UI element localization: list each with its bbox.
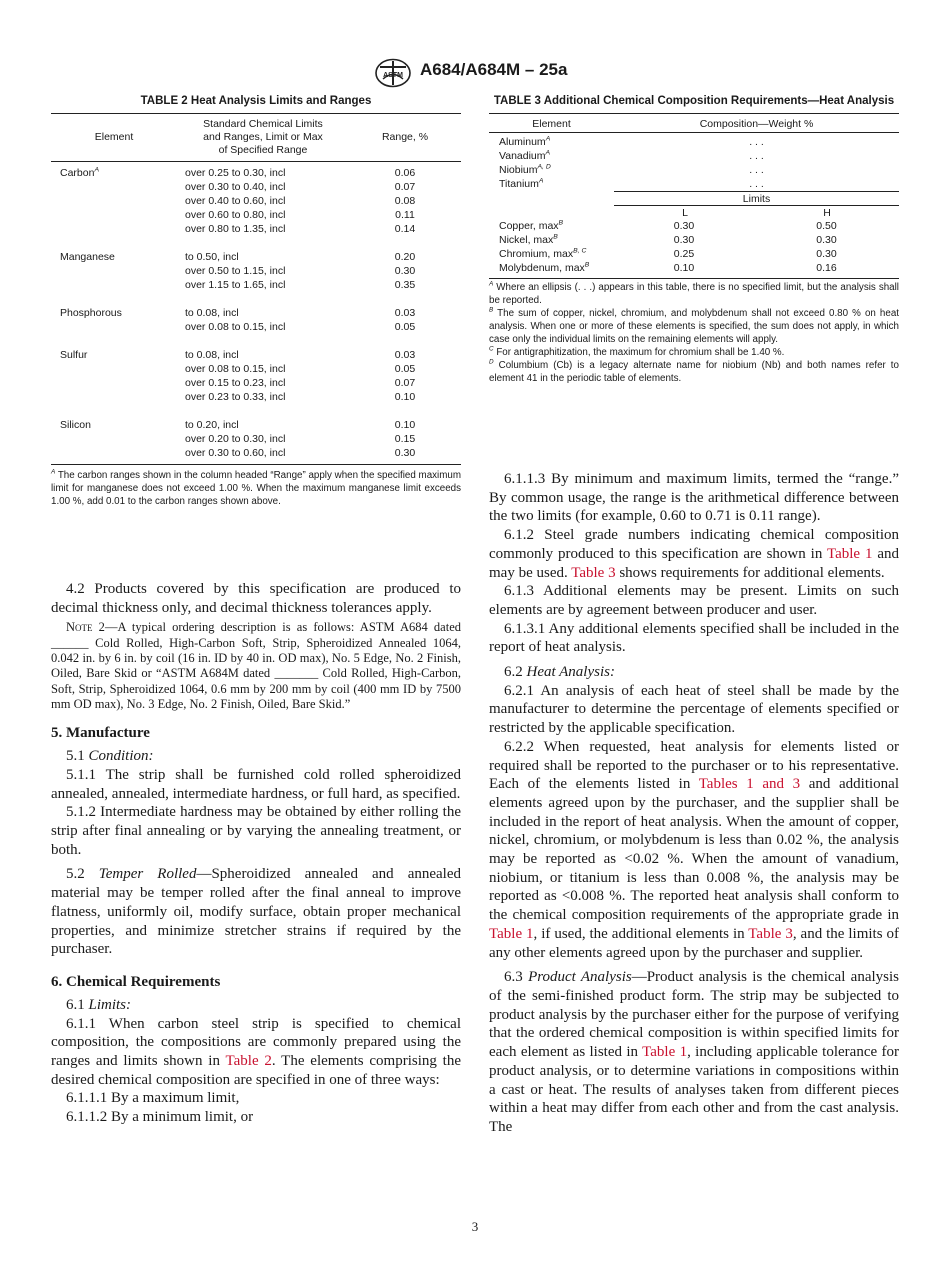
range-cell: 0.30 xyxy=(394,447,416,459)
para-5-1-1: 5.1.1 The strip shall be furnished cold rolled spheroidized annealed, annealed, intermediate hardness, or full hard, as specified. xyxy=(51,766,461,802)
page-number: 3 xyxy=(471,1219,479,1234)
table-row xyxy=(51,222,461,236)
range-cell: 0.11 xyxy=(395,209,415,221)
para-5-1: 5.1 Condition: xyxy=(66,748,154,765)
limit-cell: over 0.08 to 0.15, incl xyxy=(185,321,286,333)
limits-label: Limits xyxy=(614,191,899,205)
table-3-link[interactable]: Table 3 xyxy=(748,925,793,942)
para-6-1-1: 6.1.1 When carbon steel strip is specified to chemical composition, the compositions are commonly prepared using the ranges and limits shown in Table 2. The elements comprising the desired chemical composition are specified in one of three ways: xyxy=(51,1015,461,1088)
range-cell: 0.07 xyxy=(394,377,416,389)
element-name: Carbon$^A$ xyxy=(60,166,99,179)
table-3-rows-a xyxy=(489,135,899,191)
left-column xyxy=(51,580,461,1127)
table-2-caption: TABLE 2 Heat Analysis Limits and Ranges xyxy=(140,95,372,107)
limit-cell: to 0.20, incl xyxy=(185,419,239,431)
table-3-rows-b xyxy=(489,219,899,275)
footnote: $^A$ Where an ellipsis (. . .) appears in this table, there is no specified limit, but the analysis shall be reported. xyxy=(489,280,899,306)
range-cell: 0.05 xyxy=(394,363,416,375)
element-name: Silicon xyxy=(60,419,91,431)
element-group xyxy=(51,306,461,334)
limit-cell: over 0.40 to 0.60, incl xyxy=(185,195,286,207)
table-row: Titanium$^A$ . . . xyxy=(499,177,764,190)
table-1-link[interactable]: Table 1 xyxy=(642,1044,688,1061)
table-row xyxy=(51,250,461,264)
footnote: $^C$ For antigraphitization, the maximum for chromium shall be 1.40 %. xyxy=(489,345,785,358)
table-2-link[interactable]: Table 2 xyxy=(225,1053,272,1070)
limit-cell: to 0.50, incl xyxy=(185,251,239,263)
table-row xyxy=(51,320,461,334)
limit-cell: to 0.08, incl xyxy=(185,307,239,319)
table-row xyxy=(51,348,461,362)
para-6-1-2: 6.1.2 Steel grade numbers indicating chemical composition commonly produced to this specification are shown in Table 1 and may be used. Table 3 shows requirements for additional elements. xyxy=(489,527,900,581)
svg-text:ASTM: ASTM xyxy=(383,72,403,79)
range-cell: 0.08 xyxy=(394,195,416,207)
limit-cell: over 0.30 to 0.40, incl xyxy=(185,181,286,193)
table-row: Vanadium$^A$ . . . xyxy=(499,149,764,162)
table-row: Chromium, $\max^{B, C}$ 0.25 0.30 xyxy=(499,247,837,260)
element-name: Sulfur xyxy=(60,349,88,361)
right-column xyxy=(489,470,899,1137)
element-group xyxy=(51,250,461,292)
table-row xyxy=(51,362,461,376)
range-cell: 0.14 xyxy=(394,223,416,235)
table-row xyxy=(51,180,461,194)
limit-cell: over 0.08 to 0.15, incl xyxy=(185,363,286,375)
table-row xyxy=(51,264,461,278)
range-cell: 0.15 xyxy=(394,433,416,445)
para-6-1-3: 6.1.3 Additional elements may be present. Limits on such elements are by agreement between producer and user. xyxy=(489,583,899,618)
range-cell: 0.03 xyxy=(394,349,416,361)
range-cell: 0.07 xyxy=(394,181,416,193)
col-std-limits-header: Standard Chemical Limits and Ranges, Limit or Max of Specified Range xyxy=(203,118,323,156)
limit-cell: over 0.80 to 1.35, incl xyxy=(185,223,286,235)
para-6-1: 6.1 Limits: xyxy=(66,996,132,1013)
table-3-footnotes xyxy=(489,281,899,385)
element-name: Manganese xyxy=(60,251,115,263)
range-cell: 0.10 xyxy=(394,391,416,403)
table-3-caption: TABLE 3 Additional Chemical Composition Requirements—Heat Analysis xyxy=(493,95,895,107)
para-6-1-1-2: 6.1.1.2 By a minimum limit, or xyxy=(66,1109,254,1126)
table-row xyxy=(51,306,461,320)
footnote: $^B$ The sum of copper, nickel, chromium, and molybdenum shall not exceed 0.80 % on heat analysis. When one or more of these elements is specified, the sum does not apply, in which case only the individual limits on the remaining elements will apply. xyxy=(489,306,899,345)
para-6-1-1-3: 6.1.1.3 By minimum and maximum limits, termed the “range.” By common usage, the range is the arithmetical difference between the two limits (for example, 0.60 to 0.71 is 0.11 range). xyxy=(489,471,899,525)
section-5-heading: 5. Manufacture xyxy=(51,725,150,742)
table-row: Niobium$^{A, D}$ . . . xyxy=(499,163,764,176)
para-6-1-3-1: 6.1.3.1 Any additional elements specified shall be included in the report of heat analysis. xyxy=(489,620,899,656)
range-cell: 0.10 xyxy=(394,419,416,431)
limit-cell: over 0.30 to 0.60, incl xyxy=(185,447,286,459)
table-row xyxy=(51,166,461,180)
table-row xyxy=(51,278,461,292)
table-2-header xyxy=(51,113,461,162)
para-5-1-2: 5.1.2 Intermediate hardness may be obtained by either rolling the strip after final annealing or by varying the annealing treatment, or both. xyxy=(51,804,461,858)
table-3-link[interactable]: Table 3 xyxy=(571,564,616,581)
astm-logo-icon xyxy=(374,58,412,88)
note-2: Note 2—A typical ordering description is as follows: ASTM A684 dated ______ Cold Rolled, High-Carbon Soft, Strip, Spheroidized Annealed 1064, 0.042 in. by 6 in. by coil (16 in. ID by 40 in. OD max), No. 5 Edge, No. 2 Finish, Oiled, Bare Skid or “ASTM A684M dated _______ Cold Rolled, High-Carbon, Soft, Strip, Spheroidized 1064, 0.6 mm by 200 mm by coil (400 mm ID by 7500 mm OD max), No. 3 Edge, No. 2 Finish, Oiled, Bare Skid.” xyxy=(51,620,461,711)
section-6-heading: 6. Chemical Requirements xyxy=(51,973,221,990)
table-3-header: Element Composition—Weight % xyxy=(489,113,899,133)
limits-subheader: L H xyxy=(614,205,899,219)
range-cell: 0.20 xyxy=(394,251,416,263)
table-1-link[interactable]: Table 1 xyxy=(489,925,534,942)
para-5-2: 5.2 Temper Rolled—Spheroidized annealed and annealed material may be temper rolled after the final anneal to improve flatness, uniformly oil, modify surface, obtain proper mechanical properties, and minimize stretcher strains if required by the purchaser. xyxy=(51,866,461,958)
limit-cell: over 0.23 to 0.33, incl xyxy=(185,391,286,403)
para-6-1-1-1: 6.1.1.1 By a maximum limit, xyxy=(66,1090,240,1107)
limit-cell: over 0.15 to 0.23, incl xyxy=(185,377,286,389)
table-2-body xyxy=(51,166,461,460)
range-cell: 0.30 xyxy=(394,265,416,277)
element-group xyxy=(51,348,461,404)
col-range-header: Range, % xyxy=(381,131,429,143)
table-row: Aluminum$^A$ . . . xyxy=(499,135,764,148)
range-cell: 0.06 xyxy=(394,167,416,179)
footnote: $^D$ Columbium (Cb) is a legacy alternate name for niobium (Nb) and both names refer to element 41 in the periodic table of elements. xyxy=(489,358,899,384)
table-row: Nickel, $\max^B$ 0.30 0.30 xyxy=(499,233,837,246)
limit-cell: over 0.20 to 0.30, incl xyxy=(185,433,286,445)
table-2 xyxy=(51,94,461,508)
table-row xyxy=(51,390,461,404)
element-name: Phosphorous xyxy=(60,307,122,319)
table-row xyxy=(51,194,461,208)
table-row xyxy=(51,418,461,432)
limit-cell: over 0.25 to 0.30, incl xyxy=(185,167,286,179)
table-row xyxy=(51,432,461,446)
para-6-2-2: 6.2.2 When requested, heat analysis for elements listed or required shall be reported to the purchaser or to his representative. Each of the elements listed in Tables 1 and 3 and additional elements agreed upon by the purchaser, and the supplier shall be included in the report of heat analysis. When the amount of copper, nickel, chromium, or molybdenum is less than 0.02 %, the analysis may be reported as <0.02 %. When the amount of vanadium, niobium, or titanium is less than 0.008 %, the analysis may be reported as <0.008 %. The reported heat analysis shall conform to the chemical composition requirements of the appropriate grade in Table 1, if used, the additional elements in Table 3, and the limits of any other elements agreed upon by the purchaser and supplier. xyxy=(489,738,900,961)
page-header xyxy=(0,58,950,88)
limit-cell: over 1.15 to 1.65, incl xyxy=(185,279,286,291)
tables-1-and-3-link[interactable]: Tables 1 and 3 xyxy=(698,776,801,793)
table-row xyxy=(51,208,461,222)
range-cell: 0.05 xyxy=(394,321,416,333)
para-6-2: 6.2 Heat Analysis: xyxy=(504,664,615,681)
element-group xyxy=(51,418,461,460)
table-2-footnote: $^A$ The carbon ranges shown in the column headed “Range” apply when the specified maximum limit for manganese does not exceed 1.00 %. When the maximum manganese limit exceeds 1.00 %, add 0.01 to the carbon ranges shown above. xyxy=(51,468,461,507)
range-cell: 0.03 xyxy=(394,307,416,319)
table-row: Copper, $\max^B$ 0.30 0.50 xyxy=(499,219,837,232)
table-1-link[interactable]: Table 1 xyxy=(826,545,873,562)
limit-cell: over 0.60 to 0.80, incl xyxy=(185,209,286,221)
table-row: Molybdenum, $\max^B$ 0.10 0.16 xyxy=(499,261,837,274)
limit-cell: over 0.50 to 1.15, incl xyxy=(185,265,286,277)
col-element-header: Element xyxy=(94,131,134,143)
para-4-2: 4.2 Products covered by this specification are produced to decimal thickness only, and decimal thickness tolerances apply. xyxy=(51,581,461,616)
table-3 xyxy=(489,94,899,385)
table-row xyxy=(51,376,461,390)
para-6-3: 6.3 Product Analysis—Product analysis is the chemical analysis of the semi-finished product form. The strip may be subjected to product analysis by the purchaser either for the purpose of verifying that the ordered chemical composition is within specified limits for each element as listed in Table 1, including applicable tolerance for product analysis, or to determine variations in compositions within a cast or heat. The results of analyses taken from different pieces within a heat may differ from each other and from the cast analysis. The xyxy=(489,969,900,1135)
document-id: A684/A684M – 25a xyxy=(420,60,568,79)
range-cell: 0.35 xyxy=(394,279,416,291)
element-group xyxy=(51,166,461,236)
table-row xyxy=(51,446,461,460)
limit-cell: to 0.08, incl xyxy=(185,349,239,361)
para-6-2-1: 6.2.1 An analysis of each heat of steel shall be made by the manufacturer to determine the percentage of elements specified or restricted by the applicable specification. xyxy=(489,682,899,737)
